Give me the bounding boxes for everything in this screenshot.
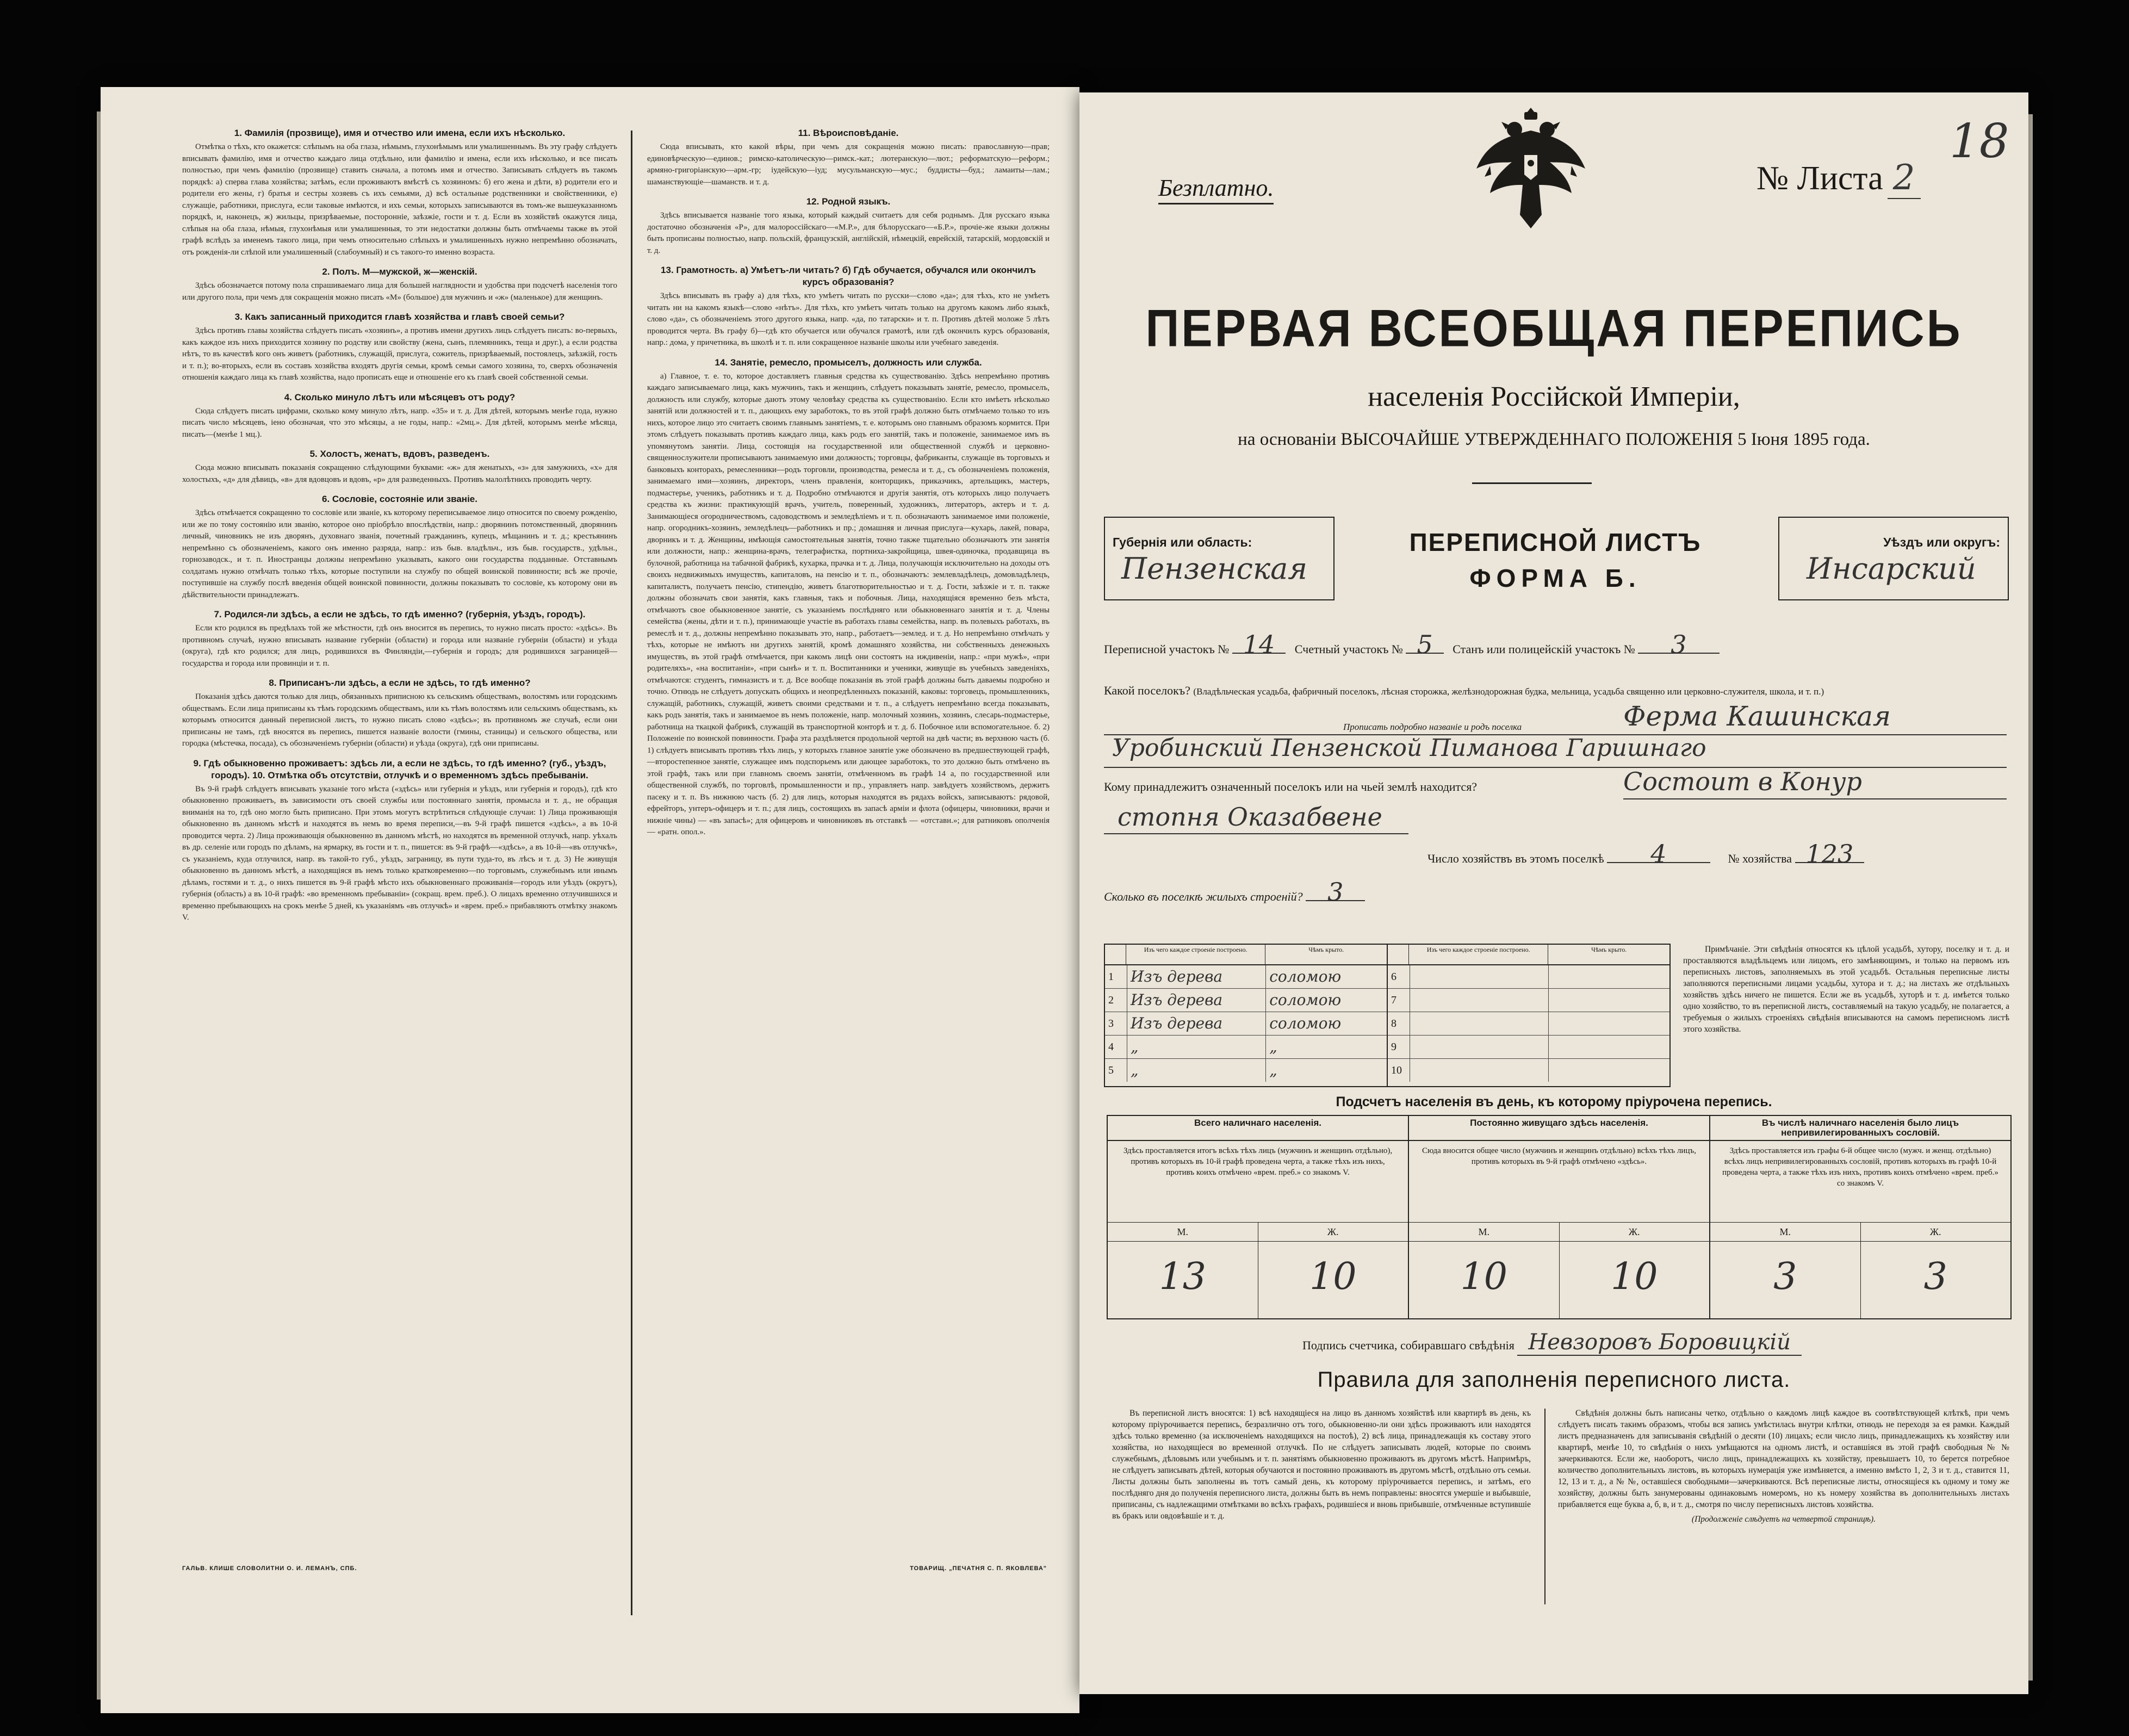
population-group-description: Сюда вносится общее число (мужчинъ и женщинъ отдѣльно) всѣхъ тѣхъ лицъ, противъ которыхъ въ 9-й графѣ отмѣчено «здѣсь».: [1409, 1141, 1709, 1223]
households-label: Число хозяйствъ въ этомъ поселкѣ: [1427, 852, 1604, 865]
instruction-body: Здѣсь обозначается потому пола спрашиваемаго лица для большей наглядности и удобства при подсчетѣ населенія того или другого пола, при чемъ для сокращенія можно писать «М» (большое) для мужчинъ и «ж» (маленькое) для женщинъ.: [182, 281, 617, 302]
building-material: [1410, 1012, 1549, 1035]
instruction-body: Если кто родился въ предѣлахъ той же мѣстности, гдѣ онъ вносится въ перепись, то нужно писать просто: «здѣсь». Въ противномъ случаѣ, нужно вписывать название губерніи (области) и города или названіе губерніи (области) и уѣзда (округа), гдѣ кто родился; для лицъ, родившихся въ Финляндіи,—губернія и городъ; для родившихся заграницей—государства и города или провинціи и т. п.: [182, 624, 617, 668]
building-roof: соломою: [1269, 1014, 1342, 1032]
instruction-block: [182, 266, 617, 303]
buildings-count-label: Сколько въ поселкѣ жилыхъ строеній?: [1104, 890, 1303, 903]
printer-imprint-left: ГАЛЬВ. КЛИШЕ СЛОВОЛИТНИ О. И. ЛЕМАНЪ, СПБ.: [182, 1565, 357, 1572]
left-page-instructions: [101, 87, 1079, 1713]
instruction-title: 9. Гдѣ обыкновенно проживаетъ: здѣсь ли, а если не здѣсь, то гдѣ именно? (губ., уѣздъ, городъ). 10. Отмѣтка объ отсутствіи, отлучкѣ и о временномъ здѣсь пребываніи.: [193, 758, 606, 780]
archive-page-number: 18: [1950, 114, 2009, 169]
female-count: 3: [1923, 1255, 1947, 1298]
settlement-hint-2: Прописать подробно названіе и родъ поселка: [1343, 722, 1522, 732]
building-row: [1105, 1036, 1387, 1059]
building-roof: соломою: [1269, 991, 1342, 1009]
instruction-title: 5. Холостъ, женатъ, вдовъ, разведенъ.: [309, 449, 490, 459]
building-material: „: [1127, 1059, 1266, 1082]
male-column-label: М.: [1108, 1223, 1258, 1241]
instruction-block: [182, 448, 617, 486]
building-number: 8: [1388, 1012, 1410, 1035]
instruction-title: 7. Родился-ли здѣсь, а если не здѣсь, то гдѣ именно? (губернія, уѣздъ, городъ).: [214, 609, 586, 619]
instruction-title: 14. Занятіе, ремесло, промыселъ, должность или служба.: [715, 357, 982, 368]
sheet-number-value: 2: [1888, 158, 1921, 199]
double-headed-eagle-emblem: [1471, 98, 1591, 234]
building-row: [1388, 1036, 1669, 1059]
owner-underline-2: [1104, 833, 1408, 834]
buildings-table-left: [1105, 945, 1388, 1086]
police-district-value: 3: [1638, 636, 1719, 654]
settlement-line: [1104, 683, 1996, 700]
settlement-value-1: Ферма Кашинская: [1623, 700, 1891, 732]
owner-value-1: Состоит в Конур: [1623, 767, 1862, 796]
female-column-label: Ж.: [1327, 1226, 1339, 1237]
buildings-header-material: Изъ чего каждое строеніе построено.: [1126, 945, 1265, 964]
building-roof: „: [1269, 1038, 1277, 1056]
buildings-count-value: 3: [1306, 884, 1365, 901]
instruction-body: а) Главное, т. е. то, которое доставляетъ главныя средства къ существованію. Здѣсь непремѣнно противъ каждаго записываемаго лица, какъ мужчинъ, такъ и женщинъ, слѣдуетъ показывать занятіе, ремесло, промыселъ, должность или службу, которые даютъ этому человѣку средства къ существованію. Если кто имѣетъ нѣсколько занятій или должностей и т. п., дающихъ ему заработокъ, то въ этой графѣ должно быть отмѣчаемо только то изъ нихъ, которое лицо это считаетъ своимъ главнымъ занятіемъ, т. е. которымъ оно главнымъ образомъ кормится. При этомъ слѣдуетъ показывать противъ каждаго лица, какъ родъ его занятій, такъ и положеніе, занимаемое имъ въ упомянутомъ занятіи. Лица, состоящія на государственной или общественной службѣ и церковно-священнослужители прописываютъ занимаемую ими должность; торговцы, фабриканты, служащіе въ торговыхъ и банковыхъ конторахъ, ремесленники—родъ торговли, производства, ремесла и т. д., съ обозначеніемъ положенія, занимаемаго ими—хозяинъ, директоръ, членъ правленія, конторщикъ, приказчикъ, артельщикъ, мастеръ, подмастерье, ученикъ, работникъ и т. д. Подробно отмѣчаются и другія занятія, отъ которыхъ лицо получаетъ средства къ жизни: практикующій врачъ, учитель, поверенный, художникъ, литераторъ, актеръ и т. д. Занимающіеся огородничествомъ, садоводствомъ и земледѣліемъ и т. п. обозначаютъ занимаемое ими положеніе, напр. огородникъ-хозяинъ, земледѣлецъ—работникъ и пр.; домашняя и личная прислуга—кухарь, лакей, повара, дворникъ и т. д. Женщины, имѣющія самостоятельныя занятія, точно также тщательно обозначаютъ эти занятія или должности, напр.: женщина-врачъ, телеграфистка, портниха-закройщица, швея-одиночка, продавщица въ булочной, работница на табачной фабрикѣ, кухарка, прачка и т. д. Лица, получающія исключительно на доходы отъ своихъ недвижимыхъ имуществъ, капиталовъ, на пенсію и т. п., обозначаютъ: землевладѣлецъ, домовладѣлецъ, капиталистъ, получаетъ пенсію, стипендію, живетъ благотворительностью и т. д. Гости, заѣзжіе и т. п. также должны обозначать свои занятія, какъ главныя, такъ и побочныя. Лица, находящіяся временно безъ мѣста, отмѣчаютъ свое обыкновенное занятіе, съ указаніемъ послѣдняго или обыкновеннаго занятія и т. д. Члены семейства (жены, дѣти и т. п.), принимающіе участіе въ работахъ главы семейства, напр. въ полевыхъ работахъ, въ ремеслѣ и т. д., должны непремѣнно показывать это, напр., работаетъ—землед. и т. д. Но непремѣнно отмѣчать у тѣхъ, которые не имѣютъ ни другихъ занятій, кромѣ домашняго хозяйства, ни собственныхъ денежныхъ имуществъ, въ этой графѣ отмѣчается, при какомъ лицѣ они состоятъ на иждивеніи, напр.: «при мужѣ», «при родителяхъ», «на воспитаніи», «при сынѣ» и т. п. Воспитанники и ученики, живущіе въ учебныхъ заведеніяхъ, отмѣчаются: студентъ, гимназистъ и т. д. Все вообще показанія въ этой графѣ должны быть даваемы подробно и точно. Отнюдь не слѣдуетъ допускать общихъ и неопредѣленныхъ показаній, каковы: торговецъ, промышленникъ, служащій, работникъ, служащій, живетъ своими средствами и т. п., а слѣдуетъ непремѣнно всегда показывать, какъ родъ занятія, такъ и занимаемое въ немъ положеніе, напр. молочный хозяинъ, хозяинъ, слесарь-подмастерье, работница на ткацкой фабрикѣ, служащій въ транспортной конторѣ и т. д. б. Побочное или вспомогательное. б. 2) Положеніе по воинской повинности. Графа эта раздѣляется продольной чертой на двѣ части; въ верхнюю часть (б. 1) слѣдуетъ вписывать противъ тѣхъ лицъ, у которыхъ главное занятіе уже обозначено въ предшествующей графѣ,—второстепенное занятіе, служащее имъ подспорьемъ или дающее заработокъ, то это должно быть отмѣчено въ этой графѣ, такъ или при главномъ своемъ занятіи, отмѣченномъ въ графѣ 14 а, по государственной или общественной службѣ, по торговлѣ, промышленности и пр., управляетъ напр. завѣдуетъ хозяйствомъ, держитъ пасеку и т. п. Въ нижнюю часть (б. 2) для лицъ, которыя находятся въ рядахъ войскъ, записываютъ: рядовой, ефрейторъ, унтеръ-офицеръ и т. п.; для лицъ, состоящихъ въ запасѣ армiи и флота (офицеры, чиновники, врачи и нижніе чины) — «въ запасѣ»; для офицеровъ и чиновниковъ въ отставкѣ — «отставн.»; для ратниковъ ополченія — «ратн. опол.».: [647, 371, 1050, 836]
buildings-table-header: [1105, 945, 1387, 965]
province-label: Губернія или область:: [1113, 535, 1252, 549]
instruction-body: Отмѣтка о тѣхъ, кто окажется: слѣпымъ на оба глаза, нѣмымъ, глухонѣмымъ или умалишеннымъ. Въ эту графу слѣдуетъ вписывать фамилію, имя и отчество каждаго лица отдѣльно, или фамилію и имена, если ихъ нѣсколько, и все писать полностью, при чемъ фамилію (прозвище) ставить сначала, а потомъ имя и отчество. Записывать слѣдуетъ въ такомъ порядкѣ: а) сперва глава хозяйства; затѣмъ, если проживаютъ вмѣстѣ съ хозяиномъ: б) его жена и дѣти, в) родители его и родители его жены, г) братья и сестры хозяевъ съ ихъ семьями, д) всѣ остальные родственники и свойственники, е) служащіе, работники, прислуга, если таковые имѣются, и ихъ семьи, которыхъ записываются въ томъ-же вышеуказанномъ порядкѣ, и, наконецъ, ж) жильцы, призрѣваемые, посторонніе, заѣзжіе, гости и т. д. Если въ хозяйствѣ окажутся лица, слѣпыя на оба глаза, нѣмыя, глухонѣмыя или умалишенныя, то эти недостатки должны быть отмѣчаемы также въ этой графѣ вслѣдъ за именемъ такого лица, при чемъ относительно слѣпыхъ и умалишенныхъ нужно непремѣнно обозначать, отъ рожденія-ли слѣпой или умалишенный (слабоумный) и съ такого-то именно возраста.: [182, 142, 617, 257]
instruction-block: [182, 758, 617, 924]
province-box: [1104, 517, 1334, 600]
instruction-title: 8. Приписанъ-ли здѣсь, а если не здѣсь, то гдѣ именно?: [269, 678, 531, 688]
district-label: Уѣздъ или округъ:: [1883, 535, 2000, 549]
enumerator-signature-value: Невзоровъ Боровицкій: [1517, 1330, 1802, 1356]
rules-text-left: Въ переписной листъ вносятся: 1) всѣ находящіеся на лицо въ данномъ хозяйствѣ или квартирѣ въ день, къ которому пріурочивается перепись, безразлично отъ того, обыкновенно-ли они здѣсь проживаютъ или находятся здѣсь только временно (за исключеніемъ находящихся на постоѣ), 2) всѣ лица, принадлежащія къ составу этого хозяйства, но находящіеся во временной отлучкѣ. По не слѣдуетъ записывать людей, которые по своимъ служебнымъ, дѣловымъ или учебнымъ и т. п. занятіямъ обыкновенно проживаютъ въ другомъ мѣстѣ. Напримѣръ, не слѣдуетъ записывать дѣтей, которыя обучаются и постоянно проживаютъ въ другомъ мѣстѣ, отдѣльно отъ семьи. Листы должны быть заполнены въ тотъ самый день, къ которому пріурочивается перепись, и затѣмъ, его послѣдняго дня до полученія переписного листа, должны быть въ немъ поправлены: вносятся умершіе и выбывшіе, приписаны, съ надлежащими отмѣтками во всѣхъ графахъ, родившіеся и вновь прибывшіе, отмѣченные вступившіе въ бракъ или овдовѣвшіе и т. д.: [1112, 1409, 1531, 1521]
instruction-block: [182, 493, 617, 601]
title-divider: [1472, 482, 1592, 484]
population-group-title: Постоянно живущаго здѣсь населенія.: [1409, 1116, 1709, 1141]
instruction-title: 4. Сколько минуло лѣтъ или мѣсяцевъ отъ роду?: [284, 392, 516, 402]
printer-imprint-right: ТОВАРИЩ. „ПЕЧАТНЯ С. П. ЯКОВЛЕВА": [910, 1565, 1047, 1572]
instruction-body: Здѣсь отмѣчается сокращенно то сословіе или званіе, къ которому переписываемое лицо относится по своему рожденію, или же по тому состоянію или званію, которое оно пріобрѣло впослѣдствіи, напр.: дворянинъ потомственный, дворянинъ личный, чиновникъ не изъ дворянъ, духовнаго званія, почетный гражданинъ, купецъ, мѣщанинъ и т. д.; крестьянинъ непремѣнно съ обозначеніемъ, какого онъ именно разряда, напр.: изъ быв. владѣльч., изъ быв. государств., удѣльн., горнозаводск., и т. п. Иностранцы должны непремѣнно указывать, какого они государства подданные. Отставнымъ солдатамъ нужно отмѣчать только тѣхъ, которые поступили на службу по общей воинской повинности; всѣ же прочіе, поступившіе на службу послѣ введенія общей воинской повинности, должны показывать то сословіе, къ которому они въ дѣйствительности принадлежатъ.: [182, 509, 617, 599]
population-table: [1107, 1115, 2012, 1319]
building-row: [1105, 1059, 1387, 1082]
census-area-value: 14: [1232, 636, 1286, 654]
owner-label: Кому принадлежитъ означенный поселокъ или на чьей землѣ находится?: [1104, 780, 1478, 793]
instruction-block: [182, 677, 617, 750]
column-divider: [631, 131, 632, 1615]
building-material: Изъ дерева: [1127, 965, 1266, 988]
building-material: [1410, 965, 1549, 988]
population-values: [1409, 1242, 1709, 1318]
instruction-block: [182, 392, 617, 441]
owner-line: [1104, 779, 1996, 795]
rules-text-right: Свѣдѣнія должны быть написаны четко, отдѣльно о каждомъ лицѣ каждое въ соотвѣтствующей клѣткѣ, при чемъ слѣдуетъ писать такимъ образомъ, чтобы вся запись умѣстилась внутри клѣтки, отнюдь не переходя за ея рамки. Каждый листъ предназначенъ для записыванія свѣдѣній о десяти (10) лицахъ; если число лицъ, принадлежащихъ къ хозяйству или квартирѣ, менѣе 10, то свѣдѣнія о нихъ умѣщаются на одномъ листѣ, и оставшіяся въ этой графѣ свободныя № № зачеркиваются. Если же, наоборотъ, число лицъ, принадлежащихъ къ хозяйству, превышаетъ 10, то берется потребное количество дополнительныхъ листовъ, въ которыхъ нумерація уже измѣняется, а именно вмѣсто 1, 2, 3 и т. д., ставится 11, 12, 13 и т. д., а № №, оставшіеся свободными—зачеркиваются. Всѣ переписные листы, относящіеся къ одному и тому же хозяйству, должны быть занумерованы одинаковымъ номеромъ, но къ номеру хозяйства въ дополнительныхъ листахъ прибавляется еще буква а, б, в, и т. д., смотря по числу переписныхъ листовъ хозяйства.: [1558, 1409, 2009, 1509]
instruction-body: Сюда можно вписывать показанія сокращенно слѣдующими буквами: «ж» для женатыхъ, «з» для замужнихъ, «х» для холостыхъ, «д» для дѣвицъ, «в» для вдовцовъ и вдовъ, «р» для разведенныхъ. Противъ малолѣтнихъ проводить черту.: [182, 463, 617, 484]
owner-value-2: стопня Оказабвене: [1118, 802, 1382, 832]
household-number-label: № хозяйства: [1728, 852, 1792, 865]
district-box: [1778, 517, 2009, 600]
building-row: [1105, 965, 1387, 989]
buildings-rows-left: [1105, 965, 1387, 1082]
rules-continuation: (Продолженіе слѣдуетъ на четвертой страницѣ).: [1691, 1515, 1876, 1524]
female-column-label: Ж.: [1628, 1226, 1640, 1237]
buildings-table-header: [1388, 945, 1669, 965]
female-count: 10: [1610, 1255, 1658, 1298]
instruction-block: [182, 609, 617, 669]
instruction-block: [647, 196, 1050, 257]
buildings-rows-right: [1388, 965, 1669, 1082]
instruction-body: Сюда вписывать, кто какой вѣры, при чемъ для сокращенія можно писать: православную—прав; единовѣрческую—единов.; римско-католическую—римск.-кат.; лютеранскую—лют.; реформатскую—реформ.; армяно-григоріанскую—арм.-гр; іудейскую—іуд; мусульманскую—мус.; буддисты—буд.; ламаиты—лам.; шаманствующіе—шаманств. и т. д.: [647, 142, 1050, 187]
instruction-title: 12. Родной языкъ.: [806, 196, 891, 207]
count-area-value: 5: [1406, 636, 1443, 654]
form-main-title: ПЕРВАЯ ВСЕОБЩАЯ ПЕРЕПИСЬ: [1145, 299, 1963, 358]
rules-divider: [1544, 1409, 1545, 1604]
instruction-title: 6. Сословіе, состояніе или званіе.: [322, 494, 477, 504]
population-values: [1108, 1242, 1408, 1318]
instruction-body: Показанія здѣсь даются только для лицъ, обязанныхъ приписною къ сельскимъ обществамъ, волостямъ или городскимъ обществамъ. Если лица приписаны къ тѣмъ городскимъ обществамъ, или къ тѣмъ волостямъ или сельскимъ обществамъ, къ которымъ относится данный переписной листъ, то нужно писать слово «здѣсь»; въ противномъ же случаѣ, если они приписаны не тамъ, гдѣ вносятся въ перепись, пишется названіе волости (гмины, станицы) и сельского общества, или городка (мѣстечка, посада), съ обозначеніемъ губерніи (области) и уѣзда (округа), гдѣ они приписаны.: [182, 692, 617, 748]
buildings-count-line: [1104, 877, 1996, 907]
buildings-header-roof: Чѣмъ крыто.: [1308, 946, 1344, 953]
form-header-row: [1104, 517, 2007, 609]
households-line: [1427, 839, 1996, 869]
owner-underline: [1623, 798, 2007, 799]
building-number: 4: [1105, 1036, 1127, 1058]
female-column-label: Ж.: [1929, 1226, 1941, 1237]
population-group-description: Здѣсь проставляется итогъ всѣхъ тѣхъ лицъ (мужчинъ и женщинъ отдѣльно), противъ которыхъ въ 10-й графѣ проведена черта, а также тѣхъ изъ нихъ, противъ коихъ отмѣчено «врем. преб.» со знакомъ V.: [1108, 1141, 1408, 1223]
sheet-title-line-1: ПЕРЕПИСНОЙ ЛИСТЪ: [1409, 528, 1702, 556]
enumerator-signature-line: [1302, 1330, 1802, 1356]
instruction-body: Здѣсь вписывается названіе того языка, который каждый считаетъ для себя роднымъ. Для русскаго языка достаточно обозначенія «Р», для малороссійскаго—«М.Р.», для бѣлорусскаго—«Б.Р.», прочіе-же языки должны быть прописаны полностью, напр. польскій, французскій, англійскій, нѣмецкій, еврейскій, татарскій, мордовскій и т. д.: [647, 211, 1050, 255]
building-roof: соломою: [1269, 968, 1342, 985]
female-count: 10: [1309, 1255, 1357, 1298]
population-group: [1409, 1116, 1710, 1318]
instruction-title: 2. Полъ. М—мужской, ж—женскій.: [322, 266, 477, 277]
population-group: [1710, 1116, 2010, 1318]
instruction-body: Сюда слѣдуетъ писать цифрами, сколько кому минуло лѣтъ, напр. «35» и т. д. Для дѣтей, которымъ менѣе года, нужно писать число мѣсяцевъ, іено обозначая, что это мѣсяцы, а не годы, напр.: «2мц.». Для дѣтей, которымъ менѣе мѣсяца, писать—(менѣе 1 мц.).: [182, 406, 617, 439]
male-count: 3: [1710, 1242, 1861, 1318]
population-sex-header: [1409, 1223, 1709, 1242]
buildings-note: Примѣчаніе. Эти свѣдѣнія относятся къ цѣлой усадьбѣ, хутору, поселку и т. д. и проставляются владѣльцемъ или лицомъ, его замѣняющимъ, и только на первомъ изъ переписныхъ листовъ, заполняемыхъ въ этой усадьбѣ. Остальныя переписные листы заполняются переписными лицами усадьбы, хутора и т. д.; на листахъ же отдѣльныхъ хозяйствъ здѣсь ничего не пишется. Если же въ усадьбѣ, хуторѣ и т. д. имѣется только одно хозяйство, то въ переписной листъ, составляемый на такую усадьбу, не полагается, а требуемыя о жилыхъ строеніяхъ свѣдѣнія вписываются на самомъ переписномъ листѣ этого хозяйства.: [1683, 945, 2009, 1034]
census-area-line: [1104, 630, 1996, 659]
building-number: 2: [1105, 989, 1127, 1012]
male-column-label: М.: [1409, 1223, 1560, 1241]
households-value: 4: [1607, 846, 1710, 863]
male-count: 13: [1108, 1242, 1258, 1318]
building-number: 3: [1105, 1012, 1127, 1035]
building-roof: [1549, 1059, 1669, 1082]
buildings-header-roof: Чѣмъ крыто.: [1591, 946, 1627, 953]
buildings-table: [1104, 944, 1671, 1087]
building-row: [1388, 1012, 1669, 1036]
buildings-table-header-num: [1388, 945, 1409, 964]
building-number: 7: [1388, 989, 1410, 1012]
building-material: [1410, 989, 1549, 1012]
building-material: [1410, 1036, 1549, 1058]
building-row: [1388, 1059, 1669, 1082]
population-sex-header: [1108, 1223, 1408, 1242]
population-group-title: Въ числѣ наличнаго населенія было лицъ непривилегированныхъ сословій.: [1710, 1116, 2010, 1141]
population-count-title: Подсчетъ населенія въ день, къ которому пріурочена перепись.: [1336, 1094, 1772, 1109]
buildings-header-material: Изъ чего каждое строеніе построено.: [1409, 945, 1548, 964]
rules-title: Правила для заполненія переписного листа.: [1317, 1368, 1791, 1392]
census-area-label: Переписной участокъ №: [1104, 642, 1230, 656]
building-row: [1388, 989, 1669, 1012]
building-number: 9: [1388, 1036, 1410, 1058]
building-material: Изъ дерева: [1127, 989, 1266, 1012]
building-roof: „: [1269, 1061, 1277, 1079]
sheet-number-label: № Листа: [1756, 160, 1883, 197]
province-value: Пензенская: [1121, 551, 1308, 586]
building-number: 5: [1105, 1059, 1127, 1082]
settlement-hint: (Владѣльческая усадьба, фабричный поселокъ, лѣсная сторожка, желѣзнодорожная будка, мельница, усадьба священно или церковно-служителя, школа, и т. п.): [1193, 686, 1824, 697]
settlement-label: Какой поселокъ?: [1104, 684, 1190, 697]
settlement-underline-2: [1104, 767, 2007, 768]
building-row: [1105, 1012, 1387, 1036]
building-material: [1410, 1059, 1549, 1082]
instruction-block: [182, 311, 617, 384]
male-column-label: М.: [1710, 1223, 1861, 1241]
building-material: „: [1127, 1036, 1266, 1058]
instructions-column-1: [182, 120, 617, 924]
instruction-block: [647, 127, 1050, 188]
male-count: 10: [1409, 1242, 1560, 1318]
enumerator-signature-label: Подпись счетчика, собиравшаго свѣдѣнія: [1302, 1338, 1514, 1352]
building-row: [1105, 989, 1387, 1012]
form-subtitle: населенія Россiйской Имперiи,: [1368, 381, 1740, 412]
building-roof: [1549, 965, 1669, 988]
building-number: 1: [1105, 965, 1127, 988]
right-page-census-form: [1079, 92, 2028, 1694]
household-number-value: 123: [1795, 846, 1865, 863]
building-roof: [1549, 1036, 1669, 1058]
rules-column-left: [1112, 1408, 1531, 1523]
instructions-column-2: [647, 120, 1050, 839]
population-sex-header: [1710, 1223, 2010, 1242]
building-number: 6: [1388, 965, 1410, 988]
district-value: Инсарский: [1807, 551, 1976, 586]
population-group-title: Всего наличнаго населенія.: [1108, 1116, 1408, 1141]
population-group-description: Здѣсь проставляется изъ графы 6-й общее число (мужч. и женщ. отдѣльно) всѣхъ лицъ непривилегированныхъ сословій, противъ которыхъ въ графѣ 10-й проведена черта, а также тѣхъ изъ нихъ, противъ коихъ отмѣчено «врем. преб.» со знакомъ V.: [1710, 1141, 2010, 1223]
count-area-label: Счетный участокъ №: [1294, 642, 1403, 656]
building-material: Изъ дерева: [1127, 1012, 1266, 1035]
buildings-table-right: [1388, 945, 1669, 1086]
instruction-title: 1. Фамилія (прозвище), имя и отчество или имена, если ихъ нѣсколько.: [234, 128, 566, 138]
instruction-body: Въ 9-й графѣ слѣдуетъ вписывать указаніе того мѣста («здѣсь» или губернія и уѣздъ, или губернія и городъ), гдѣ кто обыкновенно проживаетъ, въ зависимости отъ своей службы или постояннаго занятія, промысла и т. д., не обращая вниманія на то, гдѣ оно могло быть приписано. При этомъ могутъ встрѣтиться слѣдующіе случаи: 1) Лица проживающія обыкновенно въ данномъ мѣстѣ и находятся въ немъ во время переписи,—въ 9-й графѣ пишется «здѣсь», а въ 10-й проводится черта. 2) Лица проживающія обыкновенно въ данномъ мѣстѣ, но находятся въ временной отлучкѣ, напр. уѣхалъ въ др. селеніе или городъ по дѣламъ, на ярмарку, въ гости и т. п., пишется: въ 9-й графѣ—«здѣсь», а въ 10-й—«въ отлучкѣ», съ указаніемъ, куда отлучился, напр. въ такой-то губ., уѣздъ, заграницу, въ пути туда-то, въ лѣсъ и т. д. 3) Не живущія обыкновенно въ данномъ мѣстѣ, а находящіяся въ немъ только кратковременно—по торговымъ, служебнымъ или инымъ дѣламъ, гостями и т. д., о нихъ пишется въ 9-й графѣ мѣсто ихъ обыкновеннаго проживанія—городъ или уѣздъ (округъ), губернія (область) а въ 10-й графѣ: «во временномъ пребываніи» (сокращ. врем. преб.). О лицахъ временно отлучившихся и временно пребывающихъ на срокъ менѣе 5 дней, къ указаніямъ «въ отлучкѣ» и «врем. преб.» прибавляютъ отмѣтку знакомъ V.: [182, 784, 617, 922]
building-roof: [1549, 989, 1669, 1012]
instruction-block: [647, 264, 1050, 349]
instruction-body: Здѣсь вписывать въ графу а) для тѣхъ, кто умѣетъ читать по русски—слово «да»; для тѣхъ, кто не умѣетъ читать ни на какомъ языкѣ—слово «нѣтъ». Для тѣхъ, кто умѣетъ читать только на другомъ какомъ либо языкѣ, слово «да», съ обозначеніемъ этого другого языка, напр. «да, по татарски» и т. п. Противъ дѣтей моложе 5 лѣтъ проводится черта. Въ графу б)—гдѣ кто обучается или обучался грамотѣ, или гдѣ окончилъ курсъ образованія, напр.: дома, у причетника, въ школѣ и т. п. или сокращенное названіе школы или учебнаго заведенія.: [647, 292, 1050, 347]
building-roof: [1549, 1012, 1669, 1035]
settlement-value-2: Уробинский Пензенской Пиманова Гаришнаго: [1112, 734, 1706, 762]
population-values: [1710, 1242, 2010, 1318]
sheet-title: [1349, 528, 1762, 593]
police-district-label: Станъ или полицейскій участокъ №: [1453, 642, 1635, 656]
instruction-body: Здѣсь противъ главы хозяйства слѣдуетъ писать «хозяинъ», а противъ имени другихъ лицъ слѣдуетъ писать: во-первыхъ, какъ каждое изъ нихъ приходится хозяину по родству или свойству (жена, сынъ, племянникъ, теща и друг.), а если родства нѣтъ, то въ качествѣ кого онъ живетъ (работникъ, служащій, прислуга, сожитель, призрѣваемый, постоялецъ, заѣзжій, гость и т. п.); во-вторыхъ, если въ составъ хозяйства входятъ другія семьи, кромѣ семьи самого хозяина, то, сверхъ обозначенія отношенія каждаго лица къ главѣ хозяйства, надо прописать еще и отношеніе его къ главѣ своей собственной семьи.: [182, 326, 617, 382]
building-number: 10: [1388, 1059, 1410, 1082]
building-row: [1388, 965, 1669, 989]
form-legal-basis: на основаніи ВЫСОЧАЙШЕ УТВЕРЖДЕННАГО ПОЛОЖЕНІЯ 5 Іюня 1895 года.: [1238, 430, 1870, 449]
instruction-block: [647, 357, 1050, 839]
free-of-charge-label: Безплатно.: [1158, 174, 1274, 204]
instruction-block: [182, 127, 617, 258]
instruction-title: 11. Вѣроисповѣданіе.: [798, 128, 899, 138]
population-group: [1108, 1116, 1409, 1318]
sheet-title-form: ФОРМА Б.: [1469, 564, 1641, 592]
buildings-table-header-num: [1105, 945, 1126, 964]
instruction-title: 13. Грамотность. а) Умѣетъ-ли читать? б) Гдѣ обучается, обучался или окончилъ курсъ образованія?: [661, 265, 1036, 287]
rules-column-right: [1558, 1408, 2009, 1526]
instruction-title: 3. Какъ записанный приходится главѣ хозяйства и главѣ своей семьи?: [234, 312, 565, 322]
sheet-number: [1756, 158, 1921, 199]
